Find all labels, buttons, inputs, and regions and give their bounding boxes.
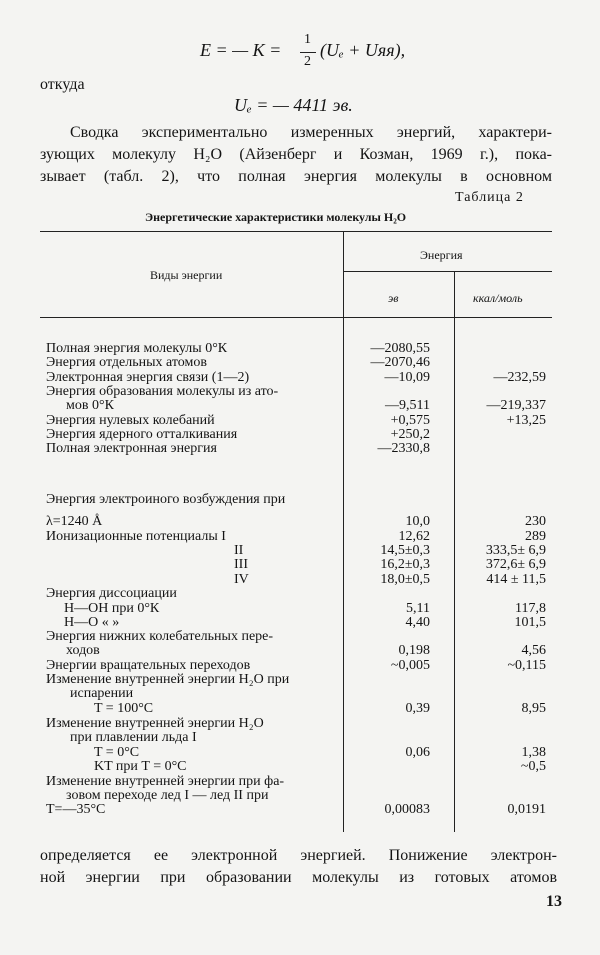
table-row-label: испарении — [70, 686, 134, 701]
table-row-label: II — [234, 543, 244, 558]
table-row-ev: 12,62 — [398, 529, 430, 544]
intro-line-2: зующих молекулу H₂O (Айзенберг и Козман, 1969 г.), пока- — [40, 146, 552, 163]
header-energy: Энергия — [420, 248, 463, 262]
table-row-label: Энергия диссоциации — [46, 586, 177, 601]
intro-line-1: Сводка экспериментально измеренных энергий, характери- — [70, 124, 552, 141]
formula-fraction-bar — [300, 52, 316, 53]
table-header-rule — [40, 317, 552, 318]
page-number: 13 — [546, 893, 562, 910]
table-row-label: T = 0°C — [94, 745, 140, 760]
table-row-kcal: 333,5± 6,9 — [485, 543, 546, 558]
table-row-kcal: ~0,5 — [520, 759, 546, 774]
table-row-kcal: 414 ± 11,5 — [486, 572, 546, 587]
table-row-label: Изменение внутренней энергии H₂O при — [46, 672, 290, 687]
table-row-ev: 14,5±0,3 — [380, 543, 430, 558]
table-row-kcal: 1,38 — [521, 745, 546, 760]
table-row-kcal: —219,337 — [486, 398, 546, 413]
table-row-ev: 0,00083 — [384, 802, 430, 817]
table-number: Таблица 2 — [455, 190, 524, 205]
table-row-label: Энергия образования молекулы из ато- — [46, 384, 279, 399]
table-row-label: Энергия нижних колебательных пере- — [46, 629, 274, 644]
table-row-label: KT при T = 0°C — [94, 759, 187, 774]
table-row-label: ходов — [66, 643, 100, 658]
table-row-label: T=—35°C — [46, 802, 106, 817]
table-row-label: Полная электронная энергия — [46, 441, 217, 456]
table-row-kcal: 117,8 — [515, 601, 546, 616]
table-row-label: Электронная энергия связи (1—2) — [46, 370, 250, 385]
table-row-ev: —9,511 — [385, 398, 430, 413]
header-kcal: ккал/моль — [473, 291, 523, 305]
table-row-ev: —2070,46 — [370, 355, 430, 370]
table-subheader-rule — [343, 271, 552, 272]
table-row-ev: ~0,005 — [390, 658, 430, 673]
table-row-label: H—OH при 0°К — [64, 601, 160, 616]
table-row-ev: —2080,55 — [370, 341, 430, 356]
table-row-ev: 0,198 — [398, 643, 430, 658]
table-row-label: Энергии вращательных переходов — [46, 658, 251, 673]
table-title: Энергетические характеристики молекулы H₂O — [145, 210, 407, 224]
formula-e2: Uₑ = — 4411 эв. — [234, 95, 353, 115]
table-row-kcal: 0,0191 — [507, 802, 546, 817]
table-top-rule — [40, 231, 552, 232]
table-row-kcal: +13,25 — [506, 413, 546, 428]
table-row-label: λ=1240 Å — [46, 514, 103, 529]
table-row-ev: 10,0 — [405, 514, 430, 529]
table-row-kcal: 4,56 — [521, 643, 546, 658]
table-row-kcal: 8,95 — [521, 701, 546, 716]
outro-line-2: ной энергии при образовании молекулы из готовых атомов — [40, 869, 557, 886]
table-row-label: зовом переходе лед I — лед II при — [66, 788, 269, 803]
table-row-label: мов 0°К — [66, 398, 114, 413]
table-row-label: Энергия электроиного возбуждения при — [46, 492, 286, 507]
table-row-ev: —2330,8 — [377, 441, 430, 456]
formula-e1-fraction-num: 1 — [304, 32, 311, 47]
table-row-ev: 16,2±0,3 — [380, 557, 430, 572]
table-row-label: при плавлении льда I — [70, 730, 197, 745]
outro-line-1: определяется ее электронной энергией. Понижение электрон- — [40, 847, 557, 864]
table-row-ev: —10,09 — [384, 370, 430, 385]
table-row-label: IV — [234, 572, 249, 587]
header-ev: эв — [388, 291, 399, 305]
formula-e1-lhs: E = — K = — [200, 40, 282, 60]
table-row-label: III — [234, 557, 248, 572]
table-row-ev: 18,0±0,5 — [380, 572, 430, 587]
table-row-kcal: 289 — [525, 529, 546, 544]
table-row-kcal: 230 — [525, 514, 546, 529]
table-row-ev: 0,06 — [405, 745, 430, 760]
table-row-label: T = 100°C — [94, 701, 154, 716]
table-row-ev: +250,2 — [390, 427, 430, 442]
table-row-ev: 4,40 — [405, 615, 430, 630]
table-row-kcal: ~0,115 — [507, 658, 546, 673]
table-row-label: Ионизационные потенциалы I — [46, 529, 226, 544]
formula-connector: откуда — [40, 76, 85, 93]
table-row-ev: +0,575 — [390, 413, 430, 428]
table-row-label: Изменение внутренней энергии при фа- — [46, 774, 285, 789]
table-row-kcal: 372,6± 6,9 — [485, 557, 546, 572]
table-vline-mid — [454, 271, 455, 832]
table-row-label: Энергия ядерного отталкивания — [46, 427, 238, 442]
table-row-kcal: —232,59 — [493, 370, 546, 385]
formula-e1-rhs: (Uₑ + Uяя), — [320, 40, 406, 60]
table-row-label: Полная энергия молекулы 0°К — [46, 341, 228, 356]
table-row-label: H—O « » — [64, 615, 120, 630]
table-row-kcal: 101,5 — [514, 615, 546, 630]
table-row-ev: 0,39 — [405, 701, 430, 716]
table-row-ev: 5,11 — [406, 601, 430, 616]
formula-e1-fraction-den: 2 — [304, 54, 311, 69]
header-kinds: Виды энергии — [150, 268, 223, 282]
table-row-label: Энергия отдельных атомов — [46, 355, 207, 370]
intro-line-3: зывает (табл. 2), что полная энергия молекулы в основном — [40, 168, 552, 185]
table-row-label: Энергия нулевых колебаний — [46, 413, 215, 428]
table-row-label: Изменение внутренней энергии H₂O — [46, 716, 264, 731]
table-vline-left — [343, 231, 344, 832]
